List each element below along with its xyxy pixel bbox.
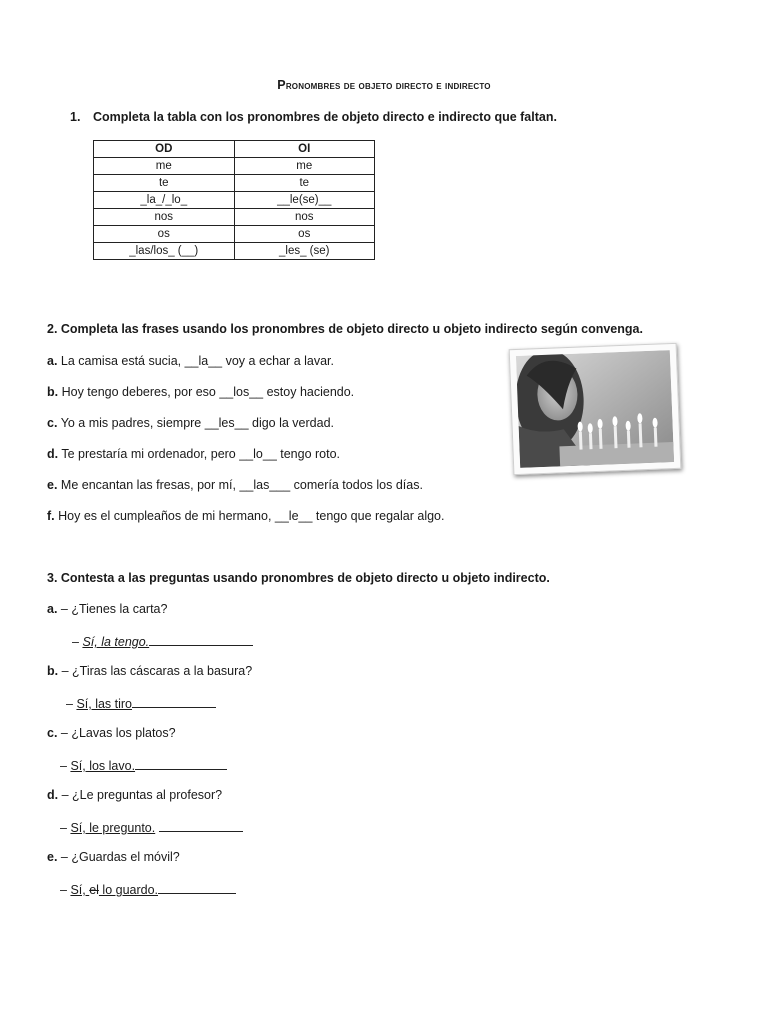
- answer-item: – Sí, la tengo.: [72, 633, 253, 649]
- exercise-1-instruction: [70, 110, 557, 124]
- cell-od: _la_/_lo_: [94, 192, 235, 209]
- cell-oi: me: [234, 158, 375, 175]
- cell-oi: _les_ (se): [234, 243, 375, 260]
- header-od: OD: [94, 141, 235, 158]
- cell-od: _las/los_ (__): [94, 243, 235, 260]
- cell-oi: nos: [234, 209, 375, 226]
- sentence-item: e. Me encantan las fresas, por mí, __las___ comería todos los días.: [47, 478, 423, 492]
- table-row: [94, 209, 375, 226]
- exercise-1-text: Completa la tabla con los pronombres de objeto directo e indirecto que faltan.: [93, 110, 557, 124]
- table-row: [94, 243, 375, 260]
- cell-oi: te: [234, 175, 375, 192]
- sentence-item: b. Hoy tengo deberes, por eso __los__ estoy haciendo.: [47, 385, 355, 399]
- pronoun-table: [93, 140, 375, 260]
- header-oi: OI: [234, 141, 375, 158]
- table-row: [94, 192, 375, 209]
- sentence-item: f. Hoy es el cumpleaños de mi hermano, __le__ tengo que regalar algo.: [47, 509, 445, 523]
- sentence-item: a. La camisa está sucia, __la__ voy a echar a lavar.: [47, 354, 334, 368]
- question-item: e. – ¿Guardas el móvil?: [47, 850, 180, 864]
- exercise-2-instruction: 2. Completa las frases usando los pronombres de objeto directo u objeto indirecto según convenga.: [47, 322, 643, 336]
- answer-item: – Sí, el lo guardo.: [60, 881, 236, 897]
- cell-od: te: [94, 175, 235, 192]
- table-row: [94, 158, 375, 175]
- exercise-1-number: 1.: [70, 110, 81, 124]
- answer-item: – Sí, los lavo.: [60, 757, 227, 773]
- answer-blank: [135, 757, 227, 770]
- answer-blank: [159, 819, 243, 832]
- table-row: [94, 175, 375, 192]
- worksheet-title: Pronombres de objeto directo e indirecto: [277, 78, 491, 92]
- answer-item: – Sí, le pregunto.: [60, 819, 243, 835]
- question-item: a. – ¿Tienes la carta?: [47, 602, 168, 616]
- question-item: c. – ¿Lavas los platos?: [47, 726, 176, 740]
- question-item: b. – ¿Tiras las cáscaras a la basura?: [47, 664, 253, 678]
- birthday-photo: [509, 343, 682, 475]
- sentence-item: d. Te prestaría mi ordenador, pero __lo__ tengo roto.: [47, 447, 341, 461]
- cell-oi: __le(se)__: [234, 192, 375, 209]
- answer-blank: [158, 881, 236, 894]
- pronoun-table-header: [94, 141, 375, 158]
- answer-blank: [132, 695, 216, 708]
- cell-oi: os: [234, 226, 375, 243]
- question-item: d. – ¿Le preguntas al profesor?: [47, 788, 223, 802]
- answer-blank: [149, 633, 253, 646]
- table-row: [94, 226, 375, 243]
- cell-od: os: [94, 226, 235, 243]
- cell-od: me: [94, 158, 235, 175]
- birthday-photo-image: [516, 350, 674, 468]
- exercise-3-instruction: 3. Contesta a las preguntas usando pronombres de objeto directo u objeto indirecto.: [47, 571, 550, 585]
- sentence-item: c. Yo a mis padres, siempre __les__ digo la verdad.: [47, 416, 334, 430]
- answer-item: – Sí, las tiro: [66, 695, 216, 711]
- cell-od: nos: [94, 209, 235, 226]
